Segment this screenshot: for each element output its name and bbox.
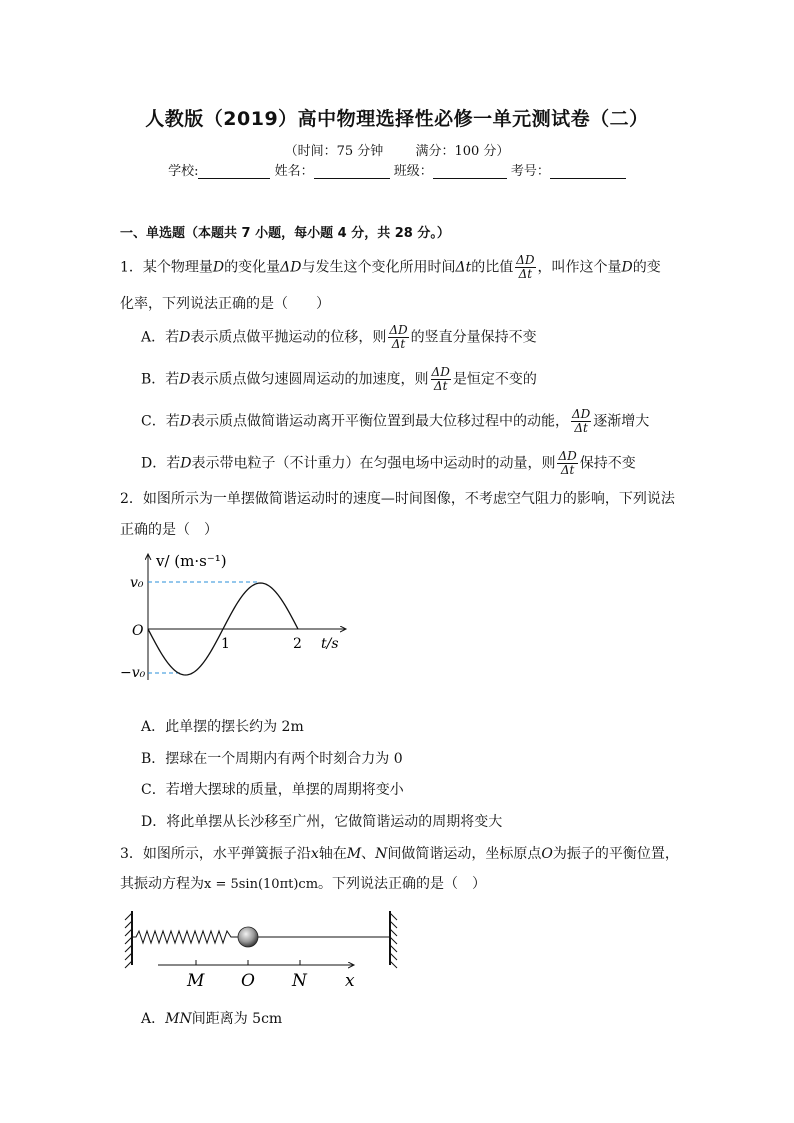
q1-stem-line1: 1．某个物理量D的变化量ΔD与发生这个变化所用时间Δt的比值 $\frac{\Delta D}{\Delta t}$ ，叫作这个量D的变 — [120, 253, 661, 281]
oscillation-equation: x = 5sin(10πt)cm — [204, 877, 319, 892]
q1-option-d[interactable]: D．若D表示带电粒子（不计重力）在匀强电场中运动时的动量，则 $\frac{\Delta D}{\Delta t}$ 保持不变 — [141, 449, 636, 477]
oscillator-ball — [238, 927, 258, 947]
y-tick-v0: v₀ — [130, 575, 144, 591]
school-label: 学校: — [168, 164, 199, 179]
q2-option-b[interactable]: B．摆球在一个周期内有两个时刻合力为 0 — [141, 751, 403, 767]
exam-no-label: 考号： — [510, 164, 550, 179]
q1-stem-line2: 化率，下列说法正确的是（ ） — [120, 296, 330, 312]
label-M: M — [187, 971, 205, 991]
q3-option-a[interactable]: A．MN间距离为 5cm — [141, 1011, 283, 1027]
school-blank[interactable] — [198, 164, 270, 179]
spring-oscillator-figure — [118, 905, 408, 995]
student-info-row — [0, 160, 794, 179]
x-tick-1: 1 — [221, 636, 230, 652]
y-tick-neg-v0: −v₀ — [120, 665, 146, 681]
exam-time: （时间：75 分钟 — [284, 144, 384, 159]
fraction-dD-dt: $\frac{\Delta D}{\Delta t}$ — [516, 253, 535, 281]
q1-option-a[interactable]: A．若D表示质点做平抛运动的位移，则 $\frac{\Delta D}{\Delta t}$ 的竖直分量保持不变 — [141, 323, 537, 351]
exam-score: 满分：100 分） — [415, 144, 510, 159]
q2-option-d[interactable]: D．将此单摆从长沙移至广州，它做简谐运动的周期将变大 — [141, 814, 503, 830]
x-tick-2: 2 — [293, 636, 302, 652]
right-wall — [390, 911, 397, 968]
q3-stem-line1: 3．如图所示，水平弹簧振子沿x轴在M、N间做简谐运动，坐标原点O为振子的平衡位置， — [120, 846, 679, 862]
section-heading: 一、单选题（本题共 7 小题，每小题 4 分，共 28 分。） — [120, 226, 450, 241]
exam-meta — [0, 140, 794, 159]
class-blank[interactable] — [433, 164, 507, 179]
left-wall — [125, 911, 132, 968]
q2-stem-line1: 2．如图所示为一单摆做简谐运动时的速度—时间图像，不考虑空气阻力的影响，下列说法 — [120, 491, 675, 507]
q2-option-a[interactable]: A．此单摆的摆长约为 2m — [141, 719, 304, 735]
y-axis-label: v/ (m·s⁻¹) — [156, 552, 227, 570]
q2-stem-line2: 正确的是（ ） — [120, 522, 218, 538]
label-x: x — [345, 971, 355, 991]
q2-option-c[interactable]: C．若增大摆球的质量，单摆的周期将变小 — [141, 782, 404, 798]
page-title: 人教版（2019）高中物理选择性必修一单元测试卷（二） — [145, 108, 649, 130]
label-O: O — [241, 971, 255, 991]
name-blank[interactable] — [314, 164, 390, 179]
exam-no-blank[interactable] — [550, 164, 626, 179]
q1-option-b[interactable]: B．若D表示质点做匀速圆周运动的加速度，则 $\frac{\Delta D}{\Delta t}$ 是恒定不变的 — [141, 365, 537, 393]
label-N: N — [292, 971, 307, 991]
name-label: 姓名： — [274, 164, 314, 179]
spring — [132, 931, 238, 943]
velocity-time-chart — [118, 548, 368, 688]
q3-stem-line2: 其振动方程为x = 5sin(10πt)cm。下列说法正确的是（ ） — [120, 876, 487, 892]
class-label: 班级： — [393, 164, 433, 179]
origin-label: O — [132, 623, 144, 639]
x-axis-label: t/s — [321, 636, 339, 652]
q1-option-c[interactable]: C．若D表示质点做简谐运动离开平衡位置到最大位移过程中的动能， $\frac{\Delta D}{\Delta t}$ 逐渐增大 — [141, 407, 650, 435]
